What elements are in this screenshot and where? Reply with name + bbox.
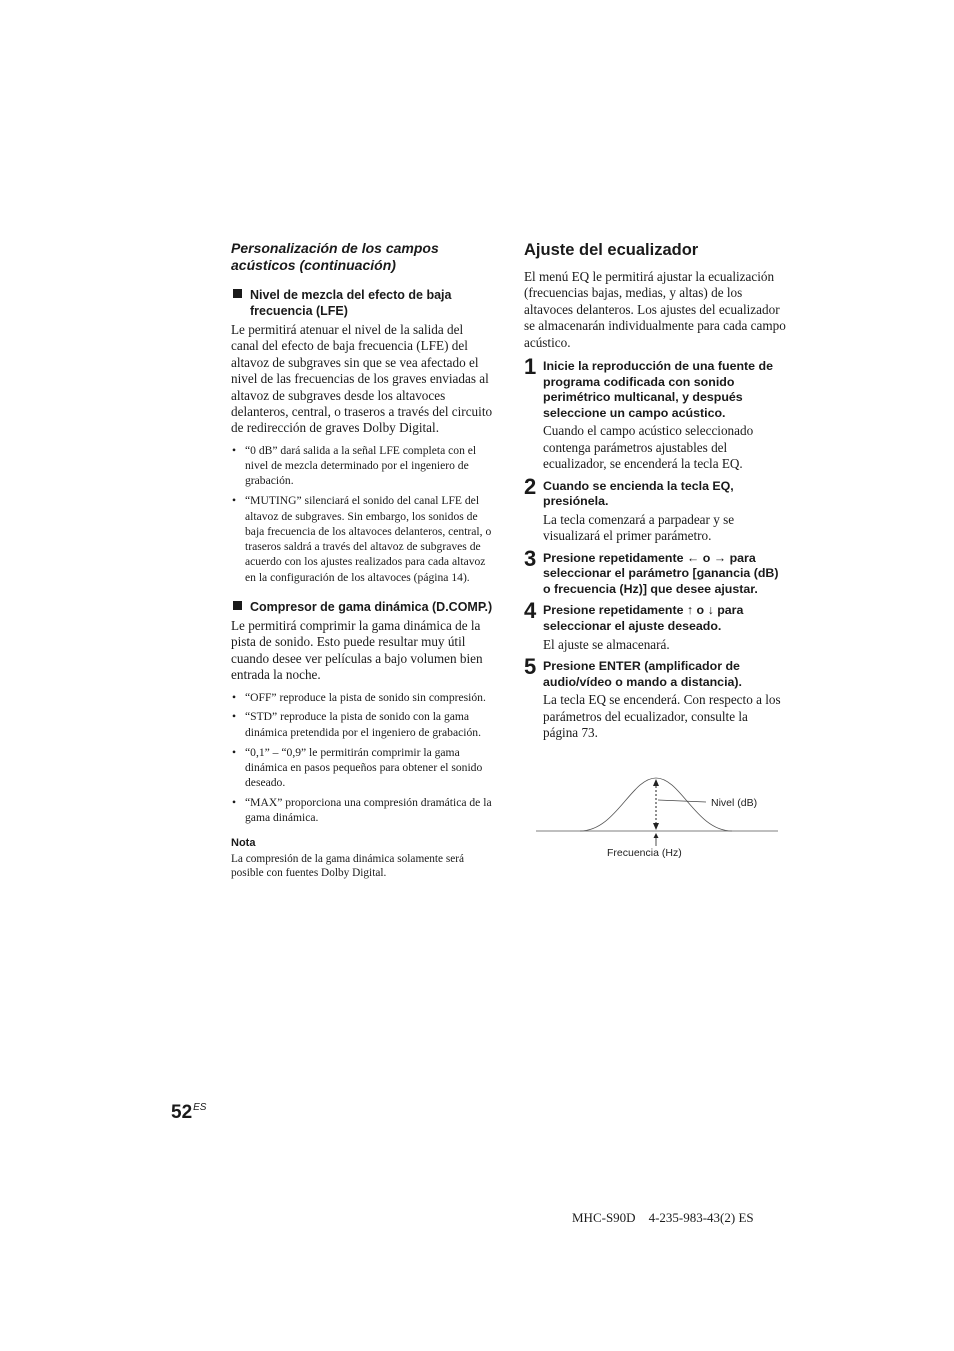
square-bullet-icon — [233, 601, 242, 610]
step-description: El ajuste se almacenará. — [543, 636, 670, 652]
right-column — [524, 240, 786, 747]
step-number: 3 — [524, 545, 537, 571]
footer-model-code: MHC-S90D 4-235-983-43(2) ES — [572, 1210, 754, 1225]
step-number: 5 — [524, 654, 537, 679]
note-text: La compresión de la gama dinámica solamente será posible con fuentes Dolby Digital. — [231, 852, 465, 880]
list-item: • “0 dB” dará salida a la señal LFE completa con el nivel de mezcla determinado por el ingeniero de grabación. — [232, 443, 477, 488]
step-description: Cuando el campo acústico seleccionado contenga parámetros ajustables del ecualizador, se encenderá la tecla EQ. — [543, 423, 754, 472]
section-title: Personalización de los campos acústicos (continuación) — [231, 240, 439, 273]
level-leader — [658, 800, 706, 802]
step-instruction: Presione repetidamente ↑ o ↓ para seleccionar el ajuste deseado. — [543, 603, 744, 633]
list-item: • “OFF” reproduce la pista de sonido sin compresión. — [232, 690, 486, 704]
dcomp-body: Le permitirá comprimir la gama dinámica de la pista de sonido. Esto puede resultar muy útil cuando desee ver películas a bajo volumen bien entrada la noche. — [231, 618, 483, 683]
lfe-body: Le permitirá atenuar el nivel de la salida del canal del efecto de baja frecuencia (LFE) del altavoz de subgraves sin que se vea afectado el nivel de las frecuencias de los graves enviadas al altavoz de subgraves desde los altavoces delanteros, central, o traseros a través del circuito de redirección de graves Dolby Digital. — [231, 322, 493, 436]
left-column — [231, 240, 493, 881]
list-item: • “MUTING” silenciará el sonido del canal LFE del altavoz de subgraves. Sin embargo, los sonidos de baja frecuencia de los altavoces delanteros, central, o traseros saldrá a través del altavoz de subgraves de acuerdo con los ajustes realizados para cada altavoz en la configuración de los altavoces (página 14). — [232, 494, 492, 584]
down-arrow-icon — [653, 823, 659, 830]
lfe-heading — [231, 287, 493, 319]
dcomp-heading-text: Compresor de gama dinámica (D.COMP.) — [250, 600, 493, 615]
freq-label: Frecuencia (Hz) — [607, 847, 682, 859]
step-number: 1 — [524, 354, 537, 380]
step-4 — [524, 598, 786, 653]
step-2 — [524, 473, 786, 545]
step-1 — [524, 354, 786, 473]
page-number: $52^{ES}$ — [171, 1102, 207, 1123]
eq-curve-svg — [536, 770, 780, 862]
eq-curve-diagram — [536, 770, 780, 862]
list-item: • “MAX” proporciona una compresión dramática de la gama dinámica. — [232, 795, 492, 825]
eq-intro: El menú EQ le permitirá ajustar la ecualización (frecuencias bajas, medias, y altas) de los altavoces delanteros. Los ajustes del ecualizador se almacenarán individualmente para cada campo acústico. — [524, 269, 786, 350]
step-instruction: Cuando se encienda la tecla EQ, presiónela. — [543, 478, 734, 509]
page-suffix: ES — [193, 1102, 207, 1113]
step-instruction: Inicie la reproducción de una fuente de programa codificada con sonido perimétrico multicanal, y después seleccione un campo acústico. — [543, 359, 773, 420]
square-bullet-icon — [233, 289, 242, 298]
step-5 — [524, 654, 786, 741]
step-instruction: Presione ENTER (amplificador de audio/vídeo o mando a distancia). — [543, 659, 742, 689]
note-label: Nota — [231, 836, 256, 849]
step-3 — [524, 545, 786, 598]
list-item: • “0,1” – “0,9” le permitirán comprimir la gama dinámica en pasos pequeños para obtener el sonido deseado. — [232, 745, 483, 790]
freq-arrow-icon — [654, 833, 659, 838]
up-arrow-icon — [653, 779, 659, 786]
step-description: La tecla comenzará a parpadear y se visualizará el primer parámetro. — [543, 511, 735, 544]
eq-heading: Ajuste del ecualizador — [524, 241, 699, 259]
dcomp-bullet-list — [231, 690, 493, 826]
step-number: 2 — [524, 473, 537, 499]
lfe-heading-text: Nivel de mezcla del efecto de baja frecuencia (LFE) — [250, 288, 452, 318]
lfe-bullet-list — [231, 443, 493, 585]
step-number: 4 — [524, 598, 537, 624]
dcomp-heading — [231, 599, 493, 615]
step-instruction: Presione repetidamente ← o → para seleccionar el parámetro [ganancia (dB) o frecuencia (Hz)] que desee ajustar. — [543, 550, 779, 596]
step-description: La tecla EQ se encenderá. Con respecto a los parámetros del ecualizador, consulte la página 73. — [543, 692, 781, 740]
level-label: Nivel (dB) — [711, 797, 758, 809]
list-item: • “STD” reproduce la pista de sonido con la gama dinámica pretendida por el ingeniero de grabación. — [232, 710, 481, 739]
